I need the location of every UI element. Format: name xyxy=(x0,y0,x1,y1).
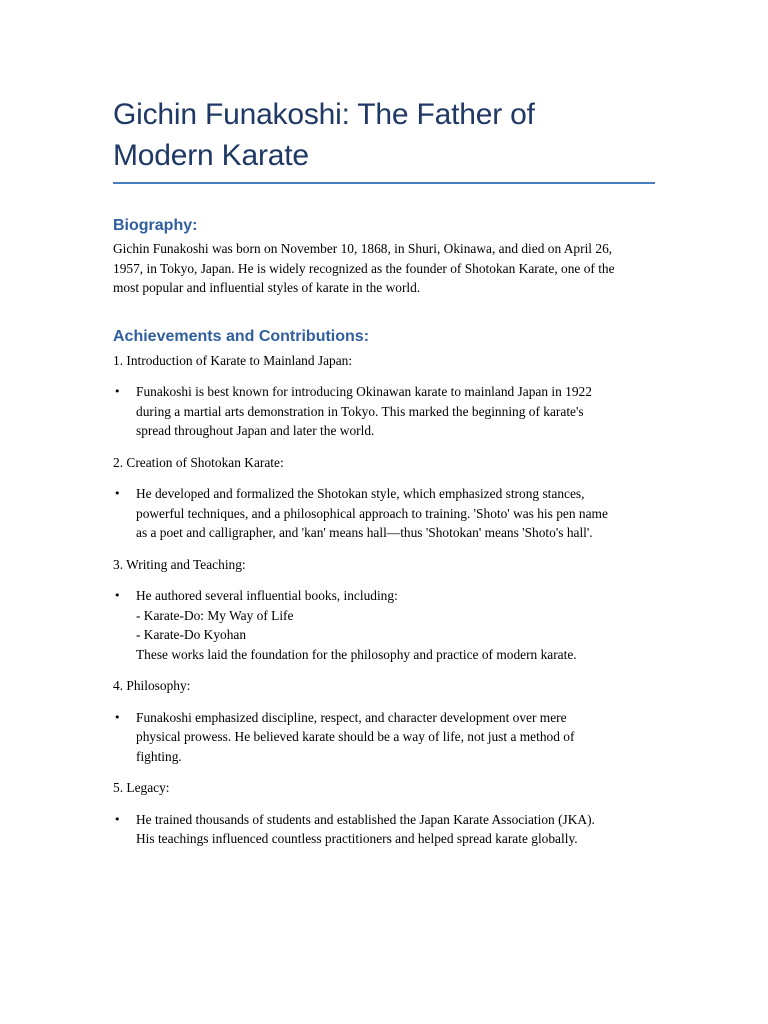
section-title-5: 5. Legacy: xyxy=(113,780,170,795)
section-1-bullets xyxy=(113,382,655,441)
section-5-bullets xyxy=(113,810,655,849)
achievements-heading: Achievements and Contributions: xyxy=(113,327,370,345)
bullet-line: fighting. xyxy=(136,748,182,764)
title-line: Modern Karate xyxy=(113,139,309,172)
bullet-item xyxy=(113,810,655,849)
bullet-icon: • xyxy=(114,385,121,398)
bullet-item xyxy=(113,586,655,664)
bullet-line: He trained thousands of students and established the Japan Karate Association (JKA). xyxy=(136,811,595,827)
bullet-line: Funakoshi emphasized discipline, respect, and character development over mere xyxy=(136,709,567,725)
bullet-line: as a poet and calligrapher, and 'kan' means hall—thus 'Shotokan' means 'Shoto's hall'. xyxy=(136,525,593,540)
document-page xyxy=(113,92,655,849)
bullet-line: He developed and formalized the Shotokan style, which emphasized strong stances, xyxy=(136,486,585,501)
title-underline xyxy=(113,182,655,184)
title-line: Gichin Funakoshi: The Father of xyxy=(113,98,535,131)
section-title-3: 3. Writing and Teaching: xyxy=(113,556,246,572)
document-title xyxy=(113,92,655,176)
biography-heading: Biography: xyxy=(113,217,198,234)
bullet-line: Funakoshi is best known for introducing Okinawan karate to mainland Japan in 1922 xyxy=(136,384,592,399)
bullet-line: - Karate-Do Kyohan xyxy=(136,627,247,642)
section-3-bullets xyxy=(113,586,655,664)
section-title-2: 2. Creation of Shotokan Karate: xyxy=(113,454,284,470)
paragraph-line: Gichin Funakoshi was born on November 10, 1868, in Shuri, Okinawa, and died on April 26, xyxy=(113,241,613,256)
bullet-line: His teachings influenced countless practitioners and helped spread karate globally. xyxy=(136,831,578,846)
bullet-line: spread throughout Japan and later the world. xyxy=(136,423,375,438)
section-4-bullets xyxy=(113,708,655,767)
bullet-line: - Karate-Do: My Way of Life xyxy=(136,607,294,623)
section-title-4: 4. Philosophy: xyxy=(113,678,191,693)
bullet-item xyxy=(113,708,655,767)
bullet-icon: • xyxy=(114,487,121,500)
bullet-line: during a martial arts demonstration in Tokyo. This marked the beginning of karate's xyxy=(136,403,584,419)
section-2-bullets xyxy=(113,484,655,543)
bullet-icon: • xyxy=(114,812,121,826)
bullet-line: physical prowess. He believed karate should be a way of life, not just a method of xyxy=(136,729,575,744)
paragraph-line: 1957, in Tokyo, Japan. He is widely recognized as the founder of Shotokan Karate, one of the xyxy=(113,260,615,276)
paragraph-line: most popular and influential styles of karate in the world. xyxy=(113,280,421,295)
bullet-line: He authored several influential books, including: xyxy=(136,588,398,603)
bullet-line: These works laid the foundation for the philosophy and practice of modern karate. xyxy=(136,646,577,662)
section-title-1: 1. Introduction of Karate to Mainland Japan: xyxy=(113,352,353,368)
bullet-item xyxy=(113,382,655,441)
biography-paragraph xyxy=(113,239,655,298)
bullet-icon: • xyxy=(114,589,121,602)
bullet-line: powerful techniques, and a philosophical approach to training. 'Shoto' was his pen name xyxy=(136,505,608,521)
bullet-icon: • xyxy=(114,710,121,724)
bullet-item xyxy=(113,484,655,543)
